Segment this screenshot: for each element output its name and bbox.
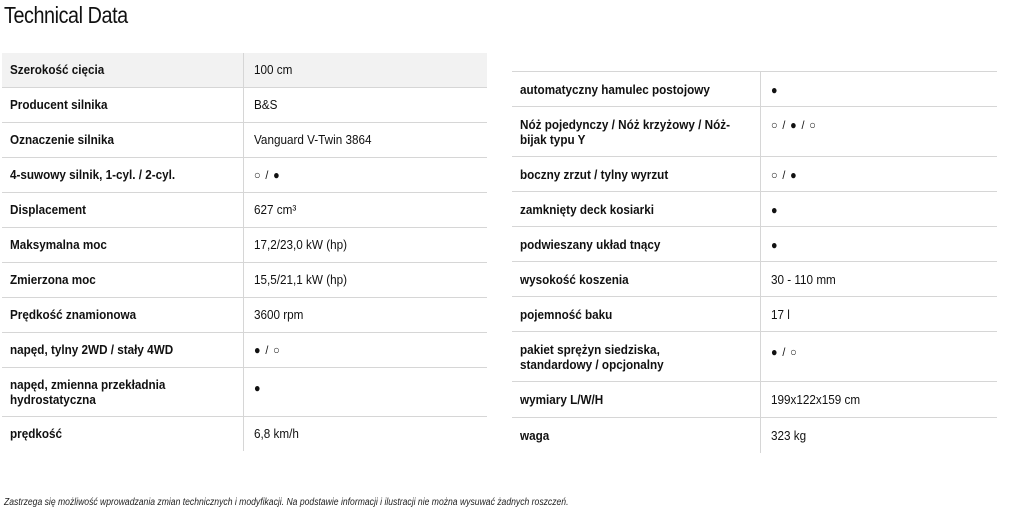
table-row	[512, 192, 997, 227]
table-row	[512, 297, 997, 332]
spec-label: podwieszany układ tnący	[520, 236, 661, 252]
spec-value: 30 - 110 mm	[771, 271, 836, 287]
spec-value: 3600 rpm	[254, 307, 304, 322]
table-row	[2, 192, 487, 227]
disclaimer-footer: Zastrzega się możliwość wprowadzania zmian technicznych i modyfikacji. Na podstawie informacji i ilustracji nie można wysuwać żadnych roszczeń.	[4, 497, 569, 508]
spec-value-symbols: ●	[771, 237, 779, 252]
table-row	[512, 418, 997, 453]
spec-value-symbols: ○ / ●	[254, 168, 281, 182]
spec-value: Vanguard V-Twin 3864	[254, 132, 372, 147]
table-row	[2, 332, 487, 367]
spec-label: Oznaczenie silnika	[10, 132, 115, 147]
spec-value: 17 l	[771, 306, 790, 322]
spec-label: prędkość	[10, 426, 63, 442]
spec-value-symbols: ● / ○	[254, 343, 281, 357]
table-row	[512, 72, 997, 107]
table-row	[512, 382, 997, 418]
spec-label: Zmierzona moc	[10, 272, 96, 287]
spec-label: 4-suwowy silnik, 1-cyl. / 2-cyl.	[10, 167, 176, 182]
spec-label: boczny zrzut / tylny wyrzut	[520, 166, 669, 182]
spec-value: 199x122x159 cm	[771, 392, 861, 407]
table-row	[512, 107, 997, 157]
spec-value: 627 cm³	[254, 202, 297, 217]
spec-value-symbols: ● / ○	[771, 345, 798, 359]
table-row	[2, 262, 487, 297]
spec-label: waga	[520, 427, 550, 443]
table-row	[2, 367, 487, 416]
table-row	[2, 227, 487, 262]
spec-value-symbols: ○ / ● / ○	[771, 118, 817, 132]
spec-label: Displacement	[10, 202, 87, 217]
spec-label: pojemność baku	[520, 306, 613, 322]
table-row	[2, 87, 487, 122]
spec-label: Producent silnika	[10, 97, 108, 112]
spec-table-left	[2, 53, 487, 451]
page-title: Technical Data	[4, 2, 128, 28]
spec-label: wymiary L/W/H	[520, 392, 604, 407]
table-row	[512, 332, 997, 382]
table-row	[2, 157, 487, 192]
table-row	[2, 122, 487, 157]
spec-label: Prędkość znamionowa	[10, 307, 137, 322]
spec-label: Szerokość cięcia	[10, 62, 105, 78]
table-row	[2, 297, 487, 332]
table-row	[512, 227, 997, 262]
spec-label: pakiet sprężyn siedziska, standardowy / opcjonalny	[520, 341, 664, 372]
table-row	[512, 157, 997, 192]
spec-value: 100 cm	[254, 62, 293, 78]
spec-value-symbols: ●	[771, 82, 779, 97]
spec-value-symbols: ○ / ●	[771, 167, 798, 182]
spec-value: 323 kg	[771, 427, 807, 443]
spec-value: 15,5/21,1 kW (hp)	[254, 272, 347, 287]
spec-label: Maksymalna moc	[10, 237, 107, 252]
spec-label: napęd, zmienna przekładnia hydrostatyczna	[10, 376, 166, 407]
table-row	[512, 262, 997, 297]
table-row	[2, 416, 487, 451]
spec-value-symbols: ●	[254, 380, 262, 395]
spec-label: automatyczny hamulec postojowy	[520, 81, 710, 97]
spec-label: napęd, tylny 2WD / stały 4WD	[10, 342, 174, 357]
table-row	[2, 53, 487, 87]
spec-value: B&S	[254, 97, 278, 112]
spec-value: 6,8 km/h	[254, 426, 299, 442]
spec-table-right	[512, 71, 997, 453]
spec-label: zamknięty deck kosiarki	[520, 201, 654, 217]
spec-label: Nóż pojedynczy / Nóż krzyżowy / Nóż-bijak typu Y	[520, 116, 730, 147]
spec-value-symbols: ●	[771, 202, 779, 217]
spec-label: wysokość koszenia	[520, 271, 629, 287]
spec-value: 17,2/23,0 kW (hp)	[254, 237, 347, 252]
